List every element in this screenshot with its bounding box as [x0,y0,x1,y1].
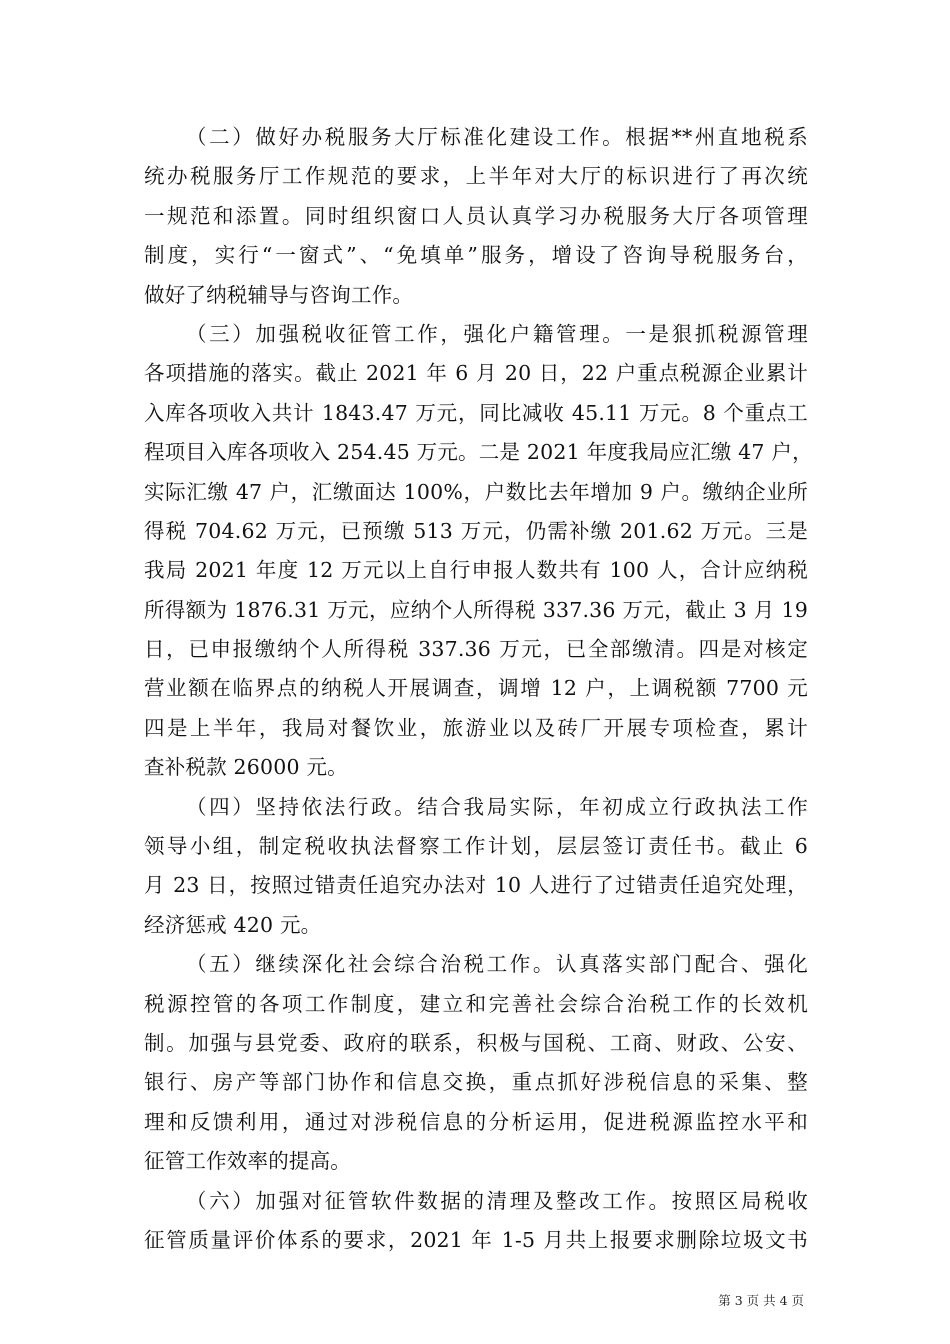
text-line: 月 23 日，按照过错责任追究办法对 10 人进行了过错责任追究处理， [144,873,808,898]
text-line: 理和反馈利用，通过对涉税信息的分析运用，促进税源监控水平和 [144,1109,808,1134]
text-line: 程项目入库各项收入 254.45 万元。二是 2021 年度我局应汇缴 47 户， [144,440,813,465]
text-line: 营业额在临界点的纳税人开展调查，调增 12 户，上调税额 7700 元 [144,676,808,701]
text-line: 所得额为 1876.31 万元，应纳个人所得税 337.36 万元，截止 3 月 19 [144,597,808,622]
text-line: （三）加强税收征管工作，强化户籍管理。一是狠抓税源管理 [186,321,808,346]
text-line: 征管质量评价体系的要求，2021 年 1-5 月共上报要求删除垃圾文书 [144,1227,808,1252]
body-text [144,118,813,1260]
text-line: 得税 704.62 万元，已预缴 513 万元，仍需补缴 201.62 万元。三是 [144,518,808,543]
text-line: 制。加强与县党委、政府的联系，积极与国税、工商、财政、公安、 [144,1030,808,1055]
text-line: 实际汇缴 47 户，汇缴面达 100%，户数比去年增加 9 户。缴纳企业所 [144,479,808,504]
text-line: 银行、房产等部门协作和信息交换，重点抓好涉税信息的采集、整 [144,1070,808,1095]
text-line: （四）坚持依法行政。结合我局实际，年初成立行政执法工作 [186,794,808,819]
text-line: 四是上半年，我局对餐饮业，旅游业以及砖厂开展专项检查，累计 [144,715,808,740]
text-line: 日，已申报缴纳个人所得税 337.36 万元，已全部缴清。四是对核定 [144,637,808,662]
text-line: （六）加强对征管软件数据的清理及整改工作。按照区局税收 [186,1188,808,1213]
page-number: 第 3 页 共 4 页 [718,1293,804,1308]
text-line: 查补税款 26000 元。 [144,755,348,780]
text-line: 经济惩戒 420 元。 [144,912,322,937]
text-line: 我局 2021 年度 12 万元以上自行申报人数共有 100 人，合计应纳税 [144,558,808,583]
text-line: 各项措施的落实。截止 2021 年 6 月 20 日，22 户重点税源企业累计 [144,361,808,386]
text-line: 统办税服务厅工作规范的要求，上半年对大厅的标识进行了再次统 [144,164,808,189]
text-line: 征管工作效率的提高。 [144,1149,351,1174]
text-line: 税源控管的各项工作制度，建立和完善社会综合治税工作的长效机 [144,991,808,1016]
text-line: 做好了纳税辅导与咨询工作。 [144,282,414,307]
text-line: 领导小组，制定税收执法督察工作计划，层层签订责任书。截止 6 [144,834,808,859]
text-line: （二）做好办税服务大厅标准化建设工作。根据**州直地税系 [186,125,808,149]
text-line: 制度，实行“一窗式”、“免填单”服务，增设了咨询导税服务台， [144,243,808,268]
text-line: 一规范和添置。同时组织窗口人员认真学习办税服务大厅各项管理 [144,203,808,228]
text-line: （五）继续深化社会综合治税工作。认真落实部门配合、强化 [186,952,808,977]
text-line: 入库各项收入共计 1843.47 万元，同比减收 45.11 万元。8 个重点工 [144,400,808,425]
